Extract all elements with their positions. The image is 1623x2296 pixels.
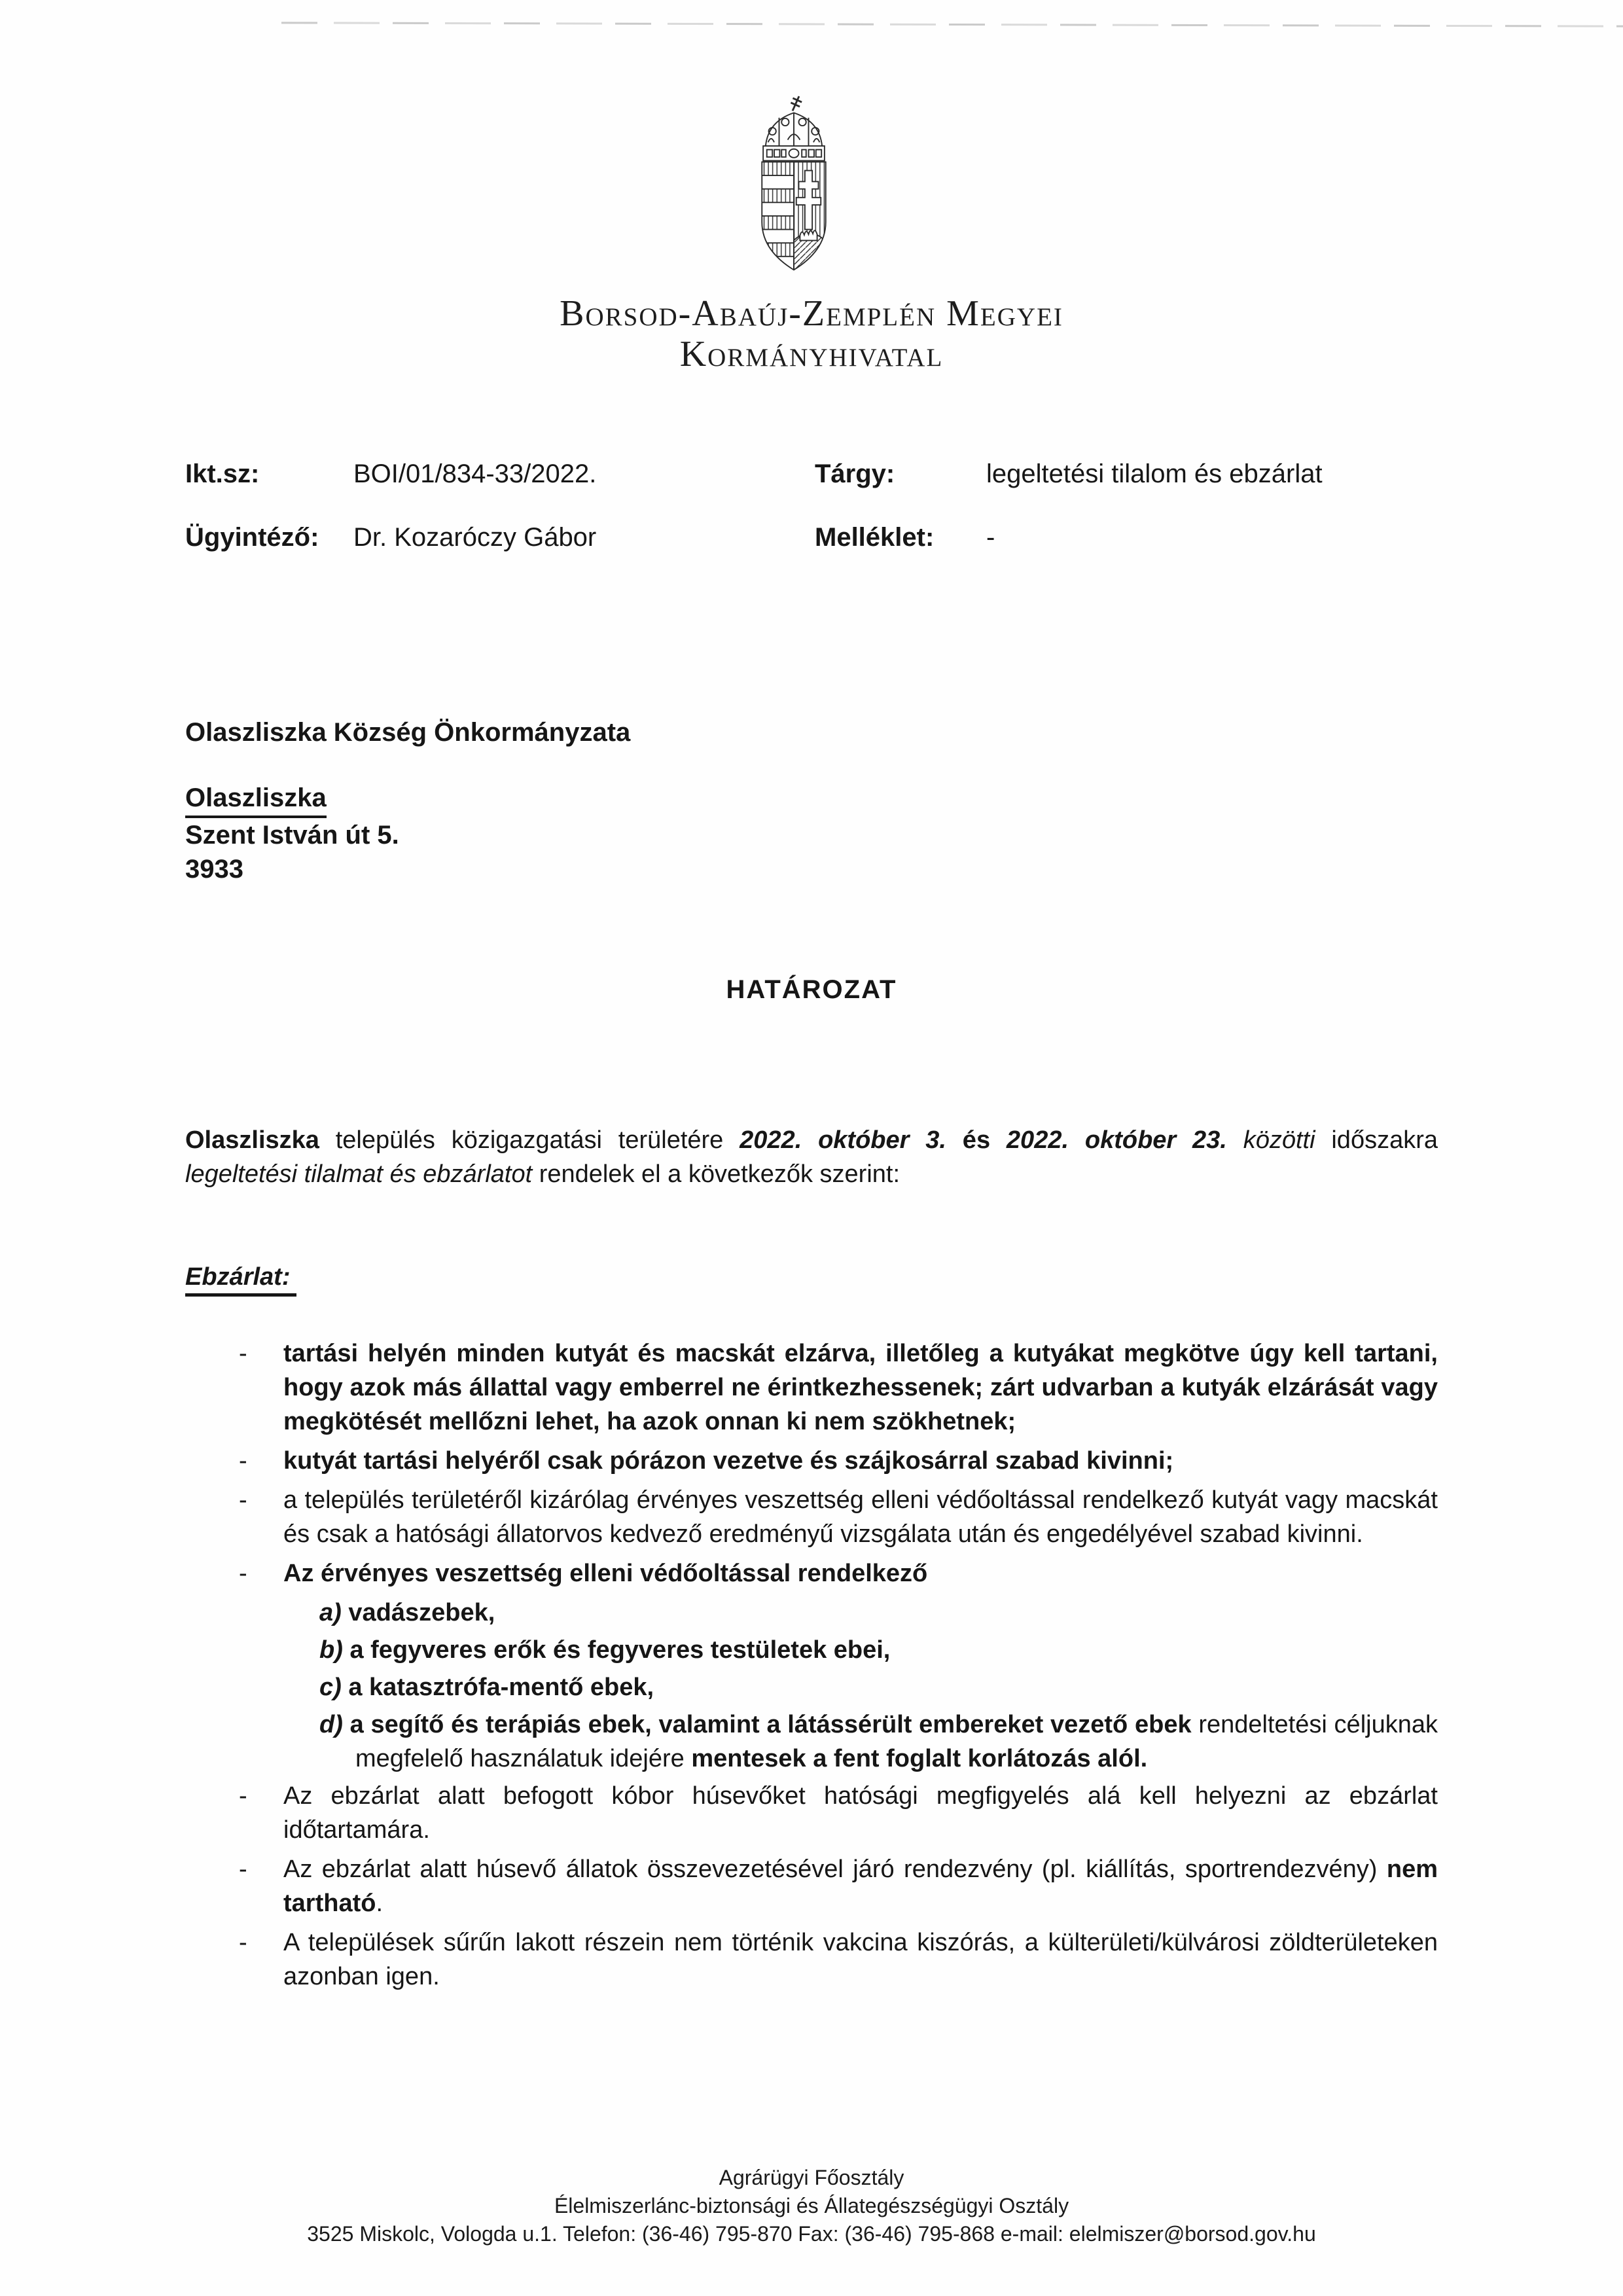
text-segment: c) — [319, 1674, 349, 1701]
footer-division: Élelmiszerlánc-biztonsági és Állategészségügyi Osztály — [554, 2194, 1069, 2217]
text-segment: rendeltetési céljuknak megfelelő használatuk idejére — [355, 1711, 1438, 1772]
intro-paragraph — [185, 1123, 1438, 1191]
list-item-text — [283, 1779, 1438, 1847]
list-item — [239, 1444, 1438, 1478]
list-item-text — [283, 1336, 1438, 1439]
text-segment: Az érvényes veszettség elleni védőoltással rendelkező — [283, 1560, 928, 1587]
recipient-street: Szent István út 5. — [185, 821, 399, 850]
text-segment: . — [376, 1890, 383, 1917]
text-segment: Az ebzárlat alatt befogott kóbor húsevőket hatósági megfigyelés alá kell helyezni az ebzárlat időtartamára. — [283, 1782, 1438, 1844]
text-segment: a katasztrófa-mentő ebek, — [348, 1674, 654, 1701]
list-item-marker: - — [239, 1447, 247, 1475]
field-value-iktsz: BOI/01/834-33/2022. — [353, 459, 597, 488]
footer-block — [0, 2164, 1623, 2248]
list-item — [239, 1336, 1438, 1439]
recipient-zip: 3933 — [185, 855, 243, 884]
org-name-line1: Borsod-Abaúj-Zemplén Megyei — [560, 293, 1063, 334]
list-item-text — [283, 1444, 1438, 1478]
list-item — [239, 1926, 1438, 1994]
list-item-marker: - — [239, 1782, 247, 1810]
text-segment: A települések sűrűn lakott részein nem történik vakcina kiszórás, a külterületi/külvárosi zöldterületeken azonban igen. — [283, 1929, 1438, 1990]
list-item-marker: - — [239, 1856, 247, 1883]
field-value-melleklet: - — [986, 523, 995, 552]
list-item-text — [283, 1852, 1438, 1920]
list-item — [239, 1483, 1438, 1551]
text-segment: közötti — [1226, 1126, 1315, 1154]
ebzarlat-list — [239, 1336, 1438, 1999]
text-segment: 2022. október 3. — [740, 1126, 946, 1154]
text-segment: a segítő és terápiás ebek, valamint a látássérült embereket vezető ebek — [349, 1711, 1192, 1738]
list-item-text — [283, 1926, 1438, 1994]
org-name-line2: Kormányhivatal — [679, 334, 944, 374]
list-item-text — [283, 1483, 1438, 1551]
text-segment: b) — [319, 1636, 350, 1664]
list-item — [239, 1556, 1438, 1590]
text-segment: 2022. október 23. — [1006, 1126, 1227, 1154]
list-item-text — [283, 1556, 1438, 1590]
list-item-marker: - — [239, 1486, 247, 1514]
text-segment: d) — [319, 1711, 350, 1738]
meta-row — [185, 522, 1438, 553]
recipient-block — [185, 715, 630, 886]
text-segment: Olaszliszka — [185, 1126, 319, 1154]
sub-list-item — [283, 1596, 1438, 1630]
text-segment: időszakra — [1315, 1126, 1438, 1154]
text-segment: tartási helyén minden kutyát és macskát elzárva, illetőleg a kutyákat megkötve úgy kell tartani, hogy azok más állattal vagy emberrel ne érintkezhessenek; zárt udvarban a kutyák elzárását vagy megkötését mellőzni lehet, ha azok onnan ki nem szökhetnek; — [283, 1340, 1438, 1435]
field-label-targy: Tárgy: — [815, 459, 895, 488]
recipient-name: Olaszliszka Község Önkormányzata — [185, 718, 631, 747]
section-heading-text: Ebzárlat: — [185, 1263, 296, 1297]
text-segment: kutyát tartási helyéről csak pórázon vezetve és szájkosárral szabad kivinni; — [283, 1447, 1174, 1475]
meta-row — [185, 458, 1438, 490]
list-item-marker: - — [239, 1340, 247, 1367]
text-segment: a fegyveres erők és fegyveres testületek ebei, — [349, 1636, 891, 1664]
list-item — [239, 1852, 1438, 1920]
field-label-iktsz: Ikt.sz: — [185, 459, 260, 488]
text-segment: Az ebzárlat alatt húsevő állatok összevezetésével járó rendezvény (pl. kiállítás, sportrendezvény) — [283, 1856, 1387, 1883]
text-segment: vadászebek, — [348, 1599, 495, 1626]
footer-contact: 3525 Miskolc, Vologda u.1. Telefon: (36-46) 795-870 Fax: (36-46) 795-868 e-mail: elelmiszer@borsod.gov.hu — [307, 2222, 1316, 2246]
text-segment: a) — [319, 1599, 349, 1626]
hungarian-coat-of-arms-icon — [745, 93, 843, 278]
list-item-marker: - — [239, 1929, 247, 1956]
section-heading-ebzarlat — [185, 1263, 296, 1297]
sub-list-item — [283, 1670, 1438, 1704]
field-label-melleklet: Melléklet: — [815, 523, 935, 552]
text-segment: rendelek el a következők szerint: — [532, 1160, 901, 1188]
footer-department: Agrárügyi Főosztály — [719, 2166, 904, 2189]
recipient-city: Olaszliszka — [185, 781, 327, 818]
org-header — [0, 293, 1623, 374]
sub-list-item — [283, 1708, 1438, 1776]
text-segment: település közigazgatási területére — [319, 1126, 740, 1154]
sub-list-item — [283, 1633, 1438, 1667]
text-segment: nem tartható — [283, 1856, 1438, 1917]
scan-artifact-line — [281, 22, 1623, 27]
document-title: HATÁROZAT — [726, 975, 897, 1004]
text-segment: mentesek a fent foglalt korlátozás alól. — [691, 1745, 1148, 1772]
field-value-targy: legeltetési tilalom és ebzárlat — [986, 459, 1323, 488]
list-item-marker: - — [239, 1560, 247, 1587]
text-segment: legeltetési tilalmat és ebzárlatot — [185, 1160, 533, 1188]
field-label-ugyintezo: Ügyintéző: — [185, 523, 319, 552]
list-item — [239, 1779, 1438, 1847]
field-value-ugyintezo: Dr. Kozaróczy Gábor — [353, 523, 597, 552]
text-segment: a település területéről kizárólag érvényes veszettség elleni védőoltással rendelkező kutyát vagy macskát és csak a hatósági állatorvos kedvező eredményű vizsgálata után és engedélyével szabad kivinni. — [283, 1486, 1438, 1548]
text-segment: és — [946, 1126, 1007, 1154]
